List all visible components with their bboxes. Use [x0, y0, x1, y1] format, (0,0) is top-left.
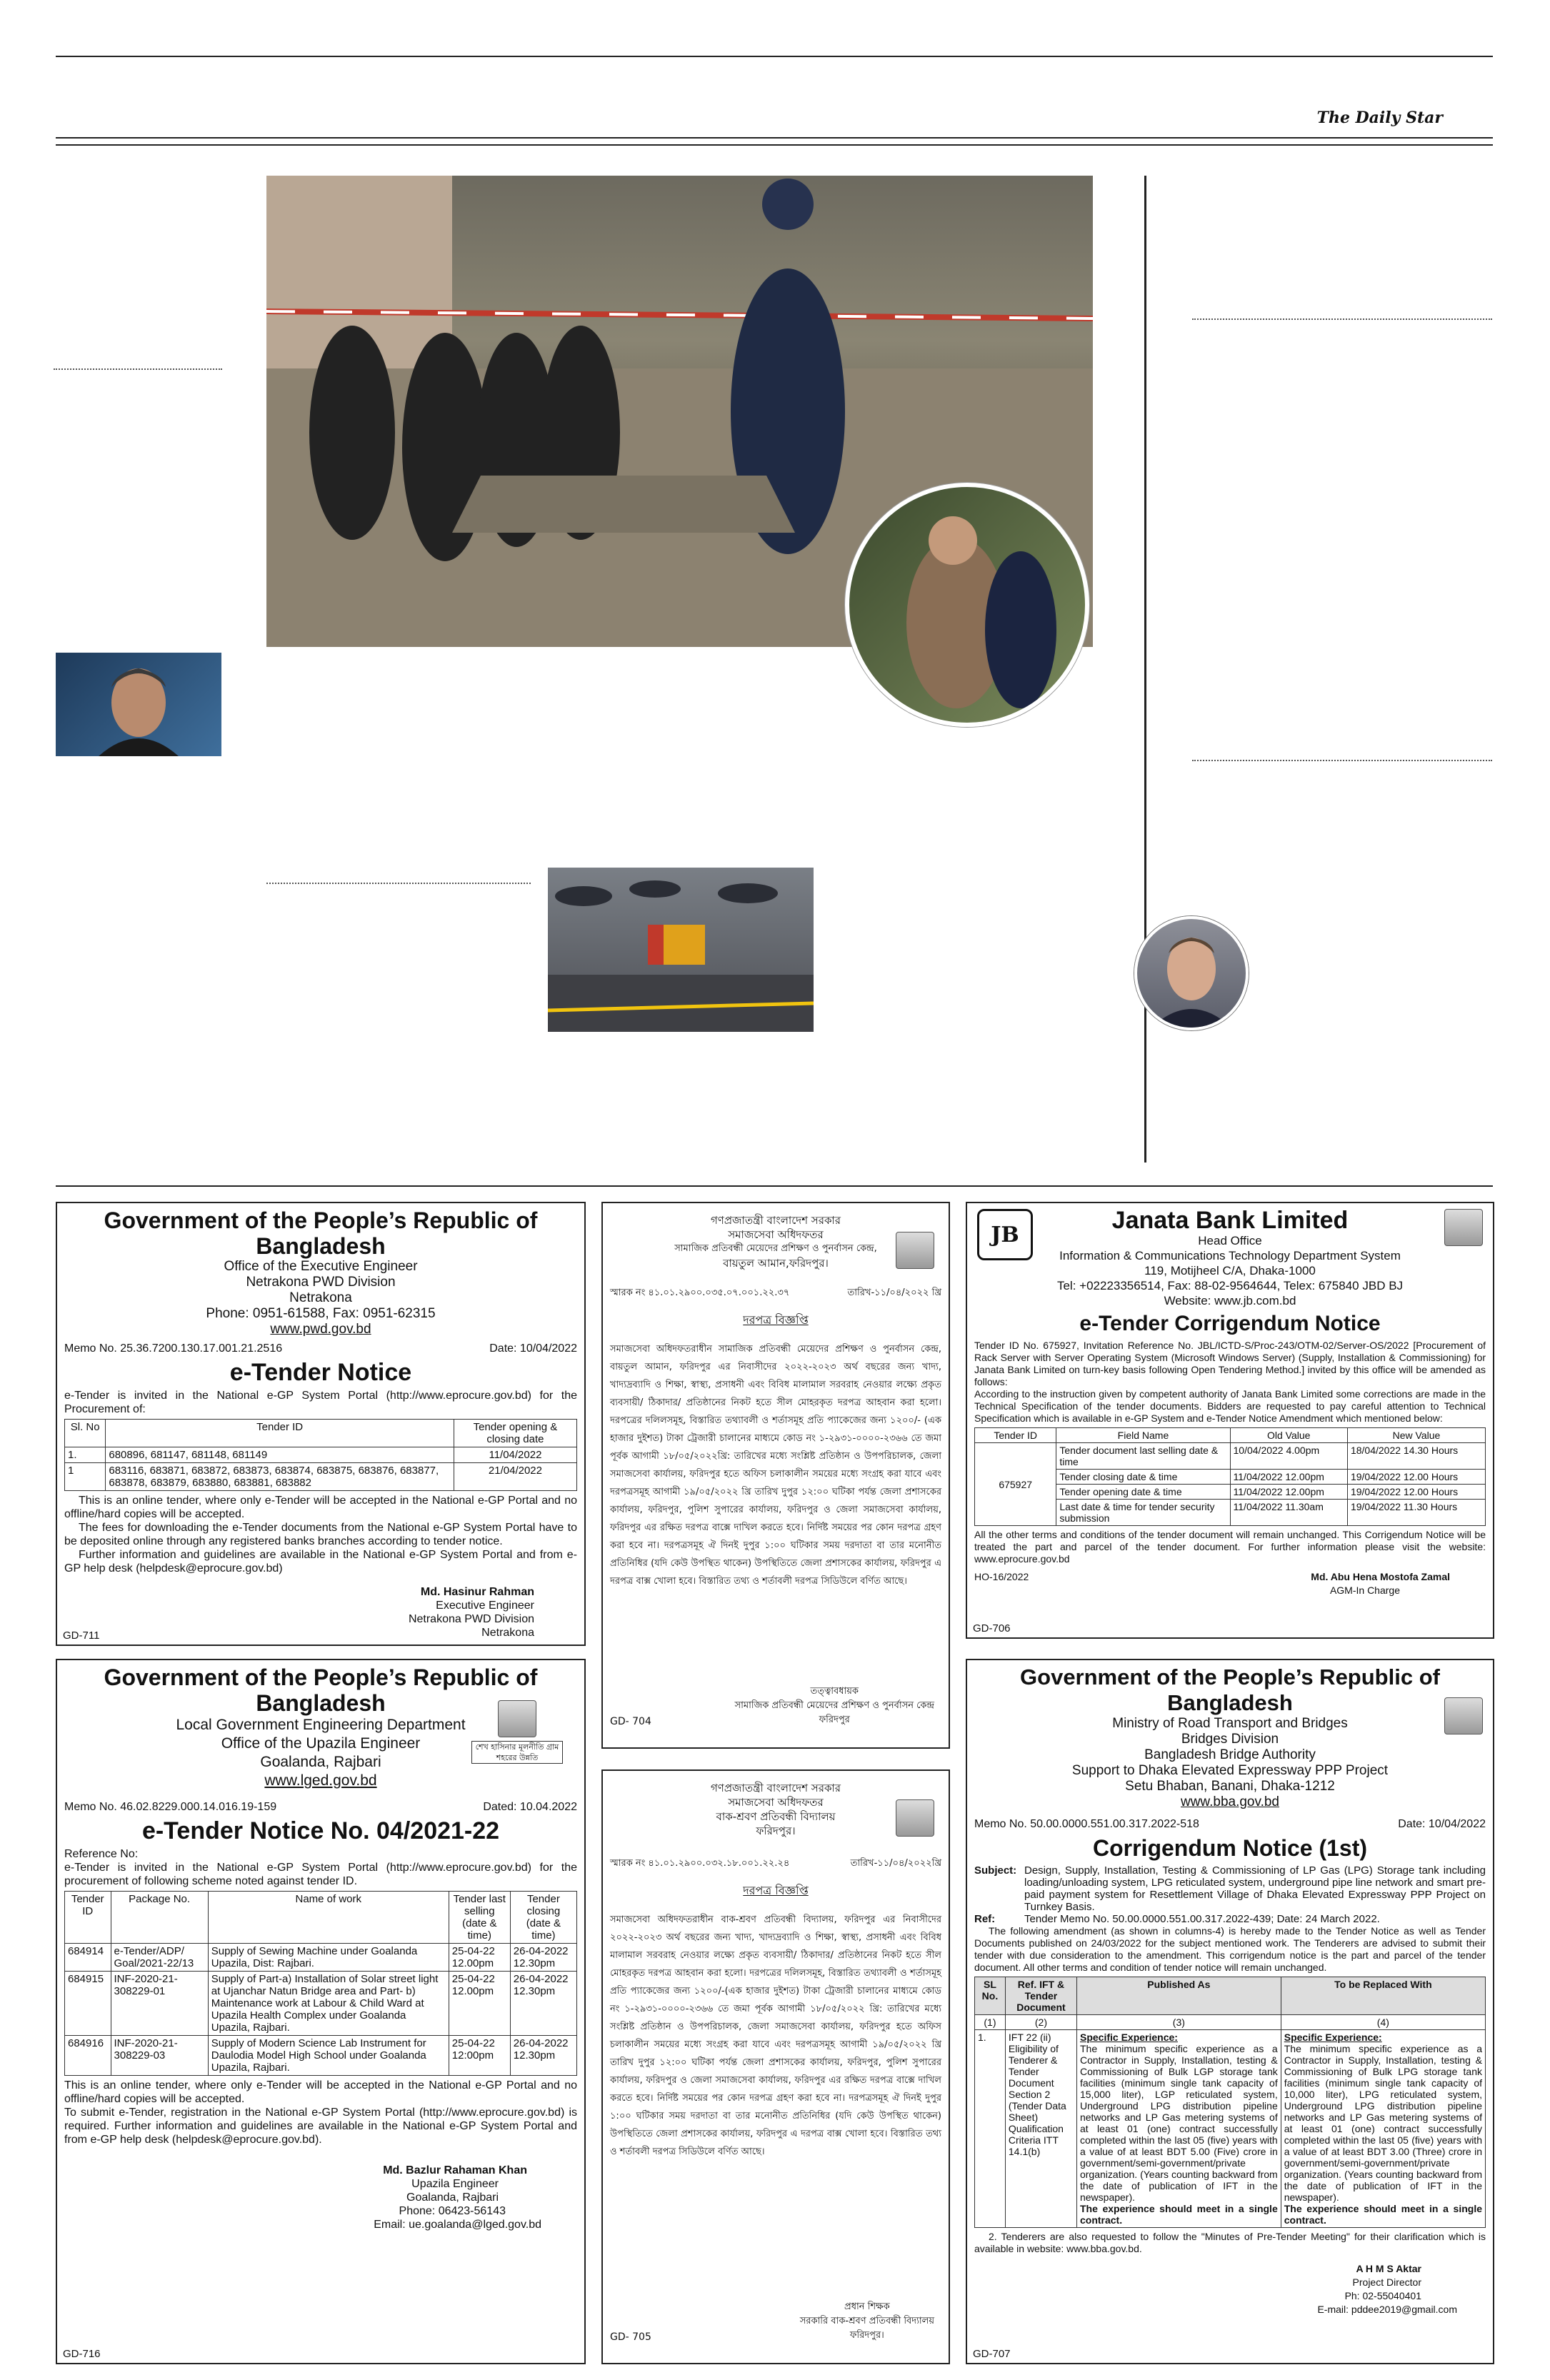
portrait-seal-icon [896, 1232, 934, 1269]
col-header: Tender ID [975, 1428, 1056, 1443]
table-cell: 18/04/2022 14.30 Hours [1347, 1443, 1485, 1470]
table-cell: Supply of Part-a) Installation of Solar street light at Ujanchar Natun Bridge area and Part- b) Maintenance work at Labour & Child Ward at Upazila Health Complex under Goalanda Upazila, Rajbari. [208, 1972, 449, 2036]
signatory-name: Md. Bazlur Rahaman Khan [383, 2164, 527, 2176]
note: This is an online tender, where only e-Tender will be accepted in the National e-GP Portal and no offline/hard copies will be accepted. [64, 1495, 577, 1520]
memo-number: স্মারক নং ৪১.০১.২৯০০.০৩২.১৮.০০১.২২.২৪ [610, 1858, 790, 1869]
signatory-name: Md. Hasinur Rahman [420, 1586, 534, 1598]
right-dotted-divider-2 [1192, 760, 1492, 761]
signatory-line: Netrakona PWD Division [408, 1613, 534, 1625]
ref-label: Ref: [974, 1913, 996, 1925]
ad-code: GD-711 [63, 1630, 100, 1642]
memo-number: Memo No. 46.02.8229.000.14.016.19-159 [64, 1801, 277, 1813]
table-cell: 26-04-2022 12.30pm [510, 2036, 576, 2076]
subject-label: Subject: [974, 1864, 1017, 1877]
table-cell: 21/04/2022 [454, 1463, 576, 1491]
notice-title: e-Tender Corrigendum Notice [1079, 1312, 1381, 1335]
left-dotted-divider [54, 368, 222, 370]
table-cell: Supply of Modern Science Lab Instrument for Daulodia Model High School under Goalanda Upazila, Rajbari. [208, 2036, 449, 2076]
table-cell: 26-04-2022 12.30pm [510, 1944, 576, 1972]
signatory-line: তত্ত্বাবধায়ক [810, 1686, 859, 1697]
seal [896, 1799, 934, 1839]
table-row [65, 1972, 577, 2036]
col-header: Tender opening & closing date [454, 1420, 576, 1447]
website-link[interactable]: www.lged.gov.bd [264, 1772, 377, 1789]
table-cell: 25-04-22 12.00pm [449, 1944, 510, 1972]
table-cell: 19/04/2022 12.00 Hours [1347, 1485, 1485, 1500]
col-number: (1) [975, 2015, 1006, 2030]
portrait-seal-icon [1444, 1697, 1483, 1734]
office-line: Tel: +02223356514, Fax: 88-02-9564644, Telex: 675840 JBD BJ [1056, 1279, 1404, 1292]
signature-block [800, 2300, 934, 2343]
signatory-line: Ph: 02-55040401 [1344, 2290, 1421, 2301]
website-link[interactable]: Website: www.jb.com.bd [1164, 1294, 1296, 1307]
note: All the other terms and conditions of the tender document will remain unchanged. This Corrigendum Notice will be treated the part and parcel of the tender document. For further information please visit the website: www.eprocure.gov.bd [974, 1529, 1486, 1565]
notice-body: সমাজসেবা অধিদফতরাধীন বাক-শ্রবণ প্রতিবন্ধী বিদ্যালয়, ফরিদপুর এর নিবাসীদের ২০২২-২০২৩ অর্থ বছরের জন্য খাদ্য, খাদ্যদ্রব্যাদি ও শিক্ষা, স্বাস্থ্য, প্রসাধনী এবং বিবিধ মালামাল সরবরাহ নেওয়ার লক্ষ্যে প্রকৃত ব্যবসায়ী/ ঠিকাদার/ প্রতিষ্ঠানের নিকট হতে সীল মোহরকৃত দরপত্র আহবান করা হলো। দরপত্রের দলিলসমূহ, বিস্তারিত তথ্যাবলী ও শর্তাসমূহ প্রতি প্যাকেজের জন্য ১২০০/-(এক হাজার দুইশত) টাকা ট্রেজারী চালানের মাধ্যমে কোড নং ১-২৯৩১-০০০০-২৩৬৬ তে জমা পূর্বক আগামী ১৮/০৫/২০২২ খ্রি: তারিখের মধ্যে সংশ্লিষ্ট প্রতিষ্ঠান ও উপপরিচালক, জেলা সমাজসেবা কার্যালয়, ফরিদপুর হতে অফিস চলাকালীন সময়ের মধ্যে সংগ্রহ করা যাবে এবং দরপত্রসমূহ আগামী ১৯/০৫/২০২২ খ্রি তারিখ দুপুর ১২:০০ ঘটিকা পর্যন্ত জেলা প্রশাসকের কার্যালয়, ফরিদপুর, পুলিশ সুপারের কার্যালয়, ফরিদপুর ও জেলা সমাজসেবা কার্যালয়, ফরিদপুর এর রক্ষিত দরপত্র বাক্সে দাখিল করতে হবে। নির্দিষ্ট সময়ের পর কোন দরপত্র গ্রহণ করা হবে না। দরপত্রসমূহ ঐ দিনই দুপুর ১:০০ ঘটিকার সময় দরদাতা বা তার মনোনীত প্রতিনিধির (যদি কেউ উপস্থিত থাকেন) উপস্থিতিতে জেলা প্রশাসকের কার্যালয়, ফরিদপুর এ দরপত্র বাক্স খোলা হবে। বিস্তারিত তথ্য ও শর্তাবলী দরপত্র সিডিউলে বর্ণিত আছে। [610, 1914, 941, 2157]
signature-block [735, 1684, 935, 1727]
portrait-seal-icon [1444, 1209, 1483, 1246]
header-line: বায়তুল আমান,ফরিদপুর। [723, 1257, 829, 1270]
signatory-line: Netrakona [481, 1627, 534, 1639]
memo-number: Memo No. 25.36.7200.130.17.001.21.2516 [64, 1342, 283, 1355]
ad-header: Government of the People’s Republic of Bangladesh [104, 1207, 538, 1259]
ad-code: GD-707 [973, 2348, 1011, 2360]
table-cell: INF-2020-21-308229-01 [111, 1972, 208, 2036]
signatory-line: Upazila Engineer [411, 2178, 499, 2190]
notice-title: e-Tender Notice [229, 1359, 412, 1386]
table-cell: 10/04/2022 4.00pm [1230, 1443, 1347, 1470]
intro-text: Tender ID No. 675927, Invitation Reference No. JBL/ICTD-S/Proc-243/OTM-02/Server-OS/2022 [Procurement of Rack Server with Server Operating System (Microsoft Windows Server) (Supply, Installation & Commissioning) for Janata Bank Limited on turn-key basis following Open Tendering Method.] invited by this office will be amended as follows: [974, 1340, 1486, 1387]
table-cell: 11/04/2022 12.00pm [1230, 1470, 1347, 1485]
website-link[interactable]: www.pwd.gov.bd [270, 1322, 371, 1337]
notice-date: তারিখ-১১/০৪/২০২২খ্রি [850, 1858, 941, 1869]
subject-text: Design, Supply, Installation, Testing & Commissioning of LP Gas (LPG) Storage tank including loading/unloading system, LPG reticulated system, underground pipe line network and smart pre-paid payment system for Resettlement Village of Dhaka Elevated Expressway PPP Project on Turnkey Basis. [1024, 1864, 1486, 1913]
portrait-photo-left [56, 653, 221, 756]
notice-body: সমাজসেবা অধিদফতরাধীন সামাজিক প্রতিবন্ধী মেয়েদের প্রশিক্ষণ ও পুনর্বাসন কেন্দ্র, বায়তুল আমান, ফরিদপুর এর নিবাসীদের ২০২২-২০২৩ অর্থ বছরের জন্য খাদ্য, খাদ্যদ্রব্যাদি ও শিক্ষা, স্বাস্থ্য, প্রসাধনী এবং বিবিধ মালামাল সরবরাহ নেওয়ার লক্ষ্যে প্রকৃত ব্যবসায়ী/ ঠিকাদার/ প্রতিষ্ঠানের নিকট হতে সীল মোহরকৃত দরপত্র আহবান করা হলো। দরপত্রের দলিলসমূহ, বিস্তারিত তথ্যাবলী ও শর্তাসমূহ প্রতি প্যাকেজের জন্য ১২০০/- (এক হাজার দুইশত) টাকা ট্রেজারী চালানের মাধ্যমে কোড নং ১-২৯৩১-০০০০-২৩৬৬ তে জমা পূর্বক আগামী ১৮/০৫/২০২২খ্রি: তারিখের মধ্যে সংশ্লিষ্ট প্রতিষ্ঠান ও উপপরিচালক, জেলা সমাজসেবা কার্যালয়, ফরিদপুর হতে অফিস চলাকালীন সময়ের মধ্যে সংগ্রহ করা যাবে এবং দরপত্রসমূহ আগামী ১৯/০৫/২০২২ খ্রি তারিখ দুপুর ১২:০০ ঘটিকা পর্যন্ত জেলা প্রশাসকের কার্যালয়, ফরিদপুর, পুলিশ সুপারের কার্যালয়, ফরিদপুর ও জেলা সমাজসেবা কার্যালয়, ফরিদপুর এর রক্ষিত দরপত্র বাক্সে দাখিল করতে হবে। নির্দিষ্ট সময়ের পর কোন দরপত্র গ্রহণ করা হবে না। দরপত্রসমূহ ঐ দিনই দুপুর ১:০০ ঘটিকার সময় দরদাতা বা তার মনোনীত প্রতিনিধির (যদি কেউ উপস্থিত থাকেন) উপস্থিতিতে জেলা প্রশাসকের কার্যালয়, ফরিদপুর এ দরপত্র বাক্স খোলা হবে। বিস্তারিত তথ্য ও শর্তাবলী দরপত্র সিডিউলে বর্ণিত আছে। [610, 1344, 941, 1587]
janata-bank-logo: JB [977, 1209, 1033, 1260]
note: Further information and guidelines are available in the National e-GP System Portal and from e-GP help desk (helpdesk@eprocure.gov.bd) [64, 1549, 577, 1575]
table-cell: 1. [65, 1447, 106, 1463]
table-row [975, 1443, 1486, 1470]
table-row [65, 1447, 577, 1463]
col-header: Published As [1076, 1977, 1281, 2015]
portrait-seal-icon [896, 1799, 934, 1837]
col-number: (3) [1076, 2015, 1281, 2030]
table-cell: 26-04-2022 12.30pm [510, 1972, 576, 2036]
note: This is an online tender, where only e-Tender will be accepted in the National e-GP Portal and no offline/hard copies will be accepted. [64, 2079, 577, 2105]
office-line: Local Government Engineering Department [176, 1717, 466, 1733]
table-cell: Tender opening date & time [1056, 1485, 1230, 1500]
table-row [65, 2036, 577, 2076]
col-header: Tender closing (date & time) [510, 1892, 576, 1944]
table-cell: 19/04/2022 12.00 Hours [1347, 1470, 1485, 1485]
office-line: Phone: 0951-61588, Fax: 0951-62315 [206, 1306, 436, 1321]
ads-top-rule [56, 1185, 1493, 1187]
ad-bangla-tender-notice-2 [601, 1769, 950, 2364]
intro-text: The following amendment (as shown in columns-4) is hereby made to the Tender Notice as well as Tender Documents published on 24/03/2022 for the subject mentioned work. The Tenderers are advised to submit their tender with due consideration to the amendment. This corrigendum notice is the part and parcel of the tender document. All other terms and condition of tender notice will remain unchanged. [974, 1925, 1486, 1973]
office-line: Setu Bhaban, Banani, Dhaka-1212 [1125, 1779, 1335, 1794]
col-header: Ref. IFT & Tender Document [1005, 1977, 1076, 2015]
notice-heading: দরপত্র বিজ্ঞপ্তি [743, 1313, 809, 1327]
slogan-box [471, 1700, 563, 1764]
col-header: Package No. [111, 1892, 208, 1944]
signatory-email[interactable]: Email: ue.goalanda@lged.gov.bd [374, 2219, 541, 2231]
masthead-logo: The Daily Star [1316, 109, 1443, 127]
table-cell: 1 [65, 1463, 106, 1491]
table-cell: 683116, 683871, 683872, 683873, 683874, 683875, 683876, 683877, 683878, 683879, 683880, 683881, 683882 [106, 1463, 454, 1491]
ad-janata-bank-corrigendum [966, 1202, 1494, 1639]
note: The fees for downloading the e-Tender documents from the National e-GP System Portal have to be deposited online through any registered banks branches according to tender notice. [64, 1522, 577, 1547]
website-link[interactable]: www.bba.gov.bd [1180, 1794, 1279, 1809]
notice-date: তারিখ-১১/০৪/২০২২ খ্রি [847, 1287, 941, 1298]
office-line: Support to Dhaka Elevated Expressway PPP Project [1071, 1763, 1389, 1778]
table-cell: 675927 [975, 1443, 1056, 1526]
signatory-line: Goalanda, Rajbari [406, 2191, 499, 2204]
ad-code: GD-716 [63, 2348, 101, 2360]
amendment-table [974, 1427, 1486, 1526]
col-header: SL No. [975, 1977, 1006, 2015]
protest-photo [548, 868, 814, 1032]
note: To submit e-Tender, registration in the National e-GP System Portal (http://www.eprocure.gov.bd) is required. Further information and guidelines are available in the National e-GP System Portal and from e-GP help desk (helpdesk@eprocure.gov.bd). [64, 2107, 577, 2146]
seal [1444, 1209, 1483, 1250]
table-cell [1281, 2030, 1485, 2228]
right-dotted-divider-1 [1192, 318, 1492, 320]
office-line: Bridges Division [1181, 1732, 1279, 1747]
table-cell: e-Tender/ADP/ Goal/2021-22/13 [111, 1944, 208, 1972]
table-cell: 684916 [65, 2036, 111, 2076]
table-cell: 680896, 681147, 681148, 681149 [106, 1447, 454, 1463]
signatory-line: Phone: 06423-56143 [399, 2205, 506, 2217]
signatory-name: Md. Abu Hena Mostofa Zamal [1311, 1571, 1450, 1582]
tender-table [64, 1891, 577, 2076]
amendment-table [974, 1977, 1486, 2228]
col-header: Sl. No [65, 1420, 106, 1447]
table-cell: 19/04/2022 11.30 Hours [1347, 1500, 1485, 1526]
office-line: Goalanda, Rajbari [260, 1754, 381, 1770]
col-number: (4) [1281, 2015, 1485, 2030]
intro-text: e-Tender is invited in the National e-GP System Portal (http://www.eprocure.gov.bd) for the procurement of following scheme noted against tender ID. [64, 1862, 577, 1887]
col-header: Old Value [1230, 1428, 1347, 1443]
office-line: Head Office [1198, 1234, 1262, 1247]
col-header: New Value [1347, 1428, 1485, 1443]
header-line: গণপ্রজাতন্ত্রী বাংলাদেশ সরকার [710, 1214, 841, 1227]
table-cell: 11/04/2022 11.30am [1230, 1500, 1347, 1526]
ad-header: Government of the People’s Republic of Bangladesh [1020, 1665, 1440, 1715]
header-rule-2 [56, 144, 1493, 146]
table-cell: Tender document last selling date & time [1056, 1443, 1230, 1470]
experience-heading: Specific Experience: [1079, 2032, 1178, 2043]
notice-date: Date: 10/04/2022 [489, 1342, 577, 1355]
office-line: Netrakona [289, 1290, 352, 1305]
slogan: শেখ হাসিনার মূলনীতি গ্রাম শহরের উন্নতি [471, 1741, 563, 1764]
col-header: Name of work [208, 1892, 449, 1944]
signatory-line: ফরিদপুর। [849, 2330, 884, 2341]
office-line: Netrakona PWD Division [246, 1275, 396, 1290]
table-cell: 684915 [65, 1972, 111, 2036]
col-header: To be Replaced With [1281, 1977, 1485, 2015]
signatory-line: Executive Engineer [436, 1600, 534, 1612]
ad-goalanda-etender [56, 1659, 586, 2364]
header-line: সামাজিক প্রতিবন্ধী মেয়েদের প্রশিক্ষণ ও পুনর্বাসন কেন্দ্র, [674, 1243, 877, 1254]
inset-circle-photo [845, 483, 1089, 727]
top-rule [56, 56, 1493, 57]
header-line: সমাজসেবা অধিদফতর [728, 1796, 824, 1809]
header-line: ফরিদপুর। [756, 1824, 796, 1837]
table-cell: INF-2020-21-308229-03 [111, 2036, 208, 2076]
ad-bangla-tender-notice-1 [601, 1202, 950, 1749]
table-cell: 1. [975, 2030, 1006, 2228]
signatory-line: Project Director [1352, 2276, 1421, 2288]
notice-date: Date: 10/04/2022 [1398, 1818, 1486, 1830]
table-cell [1076, 2030, 1281, 2228]
signatory-line: প্রধান শিক্ষক [844, 2301, 890, 2312]
notice-title: Corrigendum Notice (1st) [1092, 1835, 1368, 1861]
memo-number: Memo No. 50.00.0000.551.00.317.2022-518 [974, 1818, 1199, 1830]
table-cell: 25-04-22 12.00pm [449, 1972, 510, 2036]
table-row [65, 1463, 577, 1491]
header-line: বাক-শ্রবণ প্রতিবন্ধী বিদ্যালয় [716, 1810, 836, 1823]
memo-number: স্মারক নং ৪১.০১.২৯০০.০৩৫.০৭.০০১.২২.৩৭ [610, 1287, 790, 1298]
table-cell: IFT 22 (ii) Eligibility of Tenderer & Tender Document Section 2 (Tender Data Sheet) Qualification Criteria ITT 14.1(b) [1005, 2030, 1076, 2228]
signatory-name: A H M S Aktar [1356, 2263, 1421, 2274]
signatory-line: ফরিদপুর [819, 1714, 850, 1725]
experience-tail: The experience should meet in a single contract. [1284, 2203, 1482, 2226]
ad-netrakona-etender [56, 1202, 586, 1646]
intro-text: e-Tender is invited in the National e-GP System Portal (http://www.eprocure.gov.bd) for the Procurement of: [64, 1390, 577, 1415]
ref-text: Tender Memo No. 50.00.0000.551.00.317.2022-439; Date: 24 March 2022. [1024, 1913, 1380, 1925]
header-line: সমাজসেবা অধিদফতর [728, 1228, 824, 1241]
table-row [975, 2030, 1486, 2228]
table-row [65, 1944, 577, 1972]
office-line: 119, Motijheel C/A, Dhaka-1000 [1144, 1264, 1316, 1277]
table-cell: 11/04/2022 [454, 1447, 576, 1463]
office-line: Office of the Executive Engineer [224, 1259, 418, 1274]
office-line: Office of the Upazila Engineer [221, 1735, 421, 1752]
signatory-line: সরকারি বাক-শ্রবণ প্রতিবন্ধী বিদ্যালয় [799, 2316, 934, 2326]
portrait-circle-photo-right [1134, 916, 1249, 1030]
ad-bridges-corrigendum [966, 1659, 1494, 2364]
experience-text: The minimum specific experience as a Contractor in Supply, Installation, testing & Commissioning of Bulk LGP storage tank facilities (minimum single tank capacity of 15,000 liter), LGP reticulated system, Underground LPG distribution pipeline networks and LP Gas metering systems of at least 01 (one) contract successfully completed within the last 05 (five) years with a value of at least BDT 5.00 (Five) crore in government/semi-government/private organization. (Years counting backward from the date of publication of IFT in the newspaper). [1079, 2043, 1278, 2203]
experience-tail: The experience should meet in a single contract. [1079, 2203, 1278, 2226]
intro-text-2: According to the instruction given by competent authority of Janata Bank Limited some corrections are made in the Technical Specification of the tender documents. Bidders are requested to pay careful attention to Technical Specification which is available in e-GP System and e-Tender Notice Amendment which mentioned below: [974, 1388, 1486, 1424]
table-cell: Supply of Sewing Machine under Goalanda Upazila, Dist: Rajbari. [208, 1944, 449, 1972]
col-header: Tender ID [106, 1420, 454, 1447]
ad-header: Government of the People’s Republic of Bangladesh [104, 1665, 538, 1716]
office-line: Bangladesh Bridge Authority [1144, 1747, 1316, 1762]
office-line: Ministry of Road Transport and Bridges [1112, 1716, 1348, 1731]
table-cell: 25-04-22 12:00pm [449, 2036, 510, 2076]
tender-table [64, 1419, 577, 1491]
portrait-seal-icon [498, 1700, 536, 1737]
ad-code: GD- 705 [610, 2331, 651, 2343]
ho-reference: HO-16/2022 [974, 1571, 1029, 1582]
col-header: Tender ID [65, 1892, 111, 1944]
reference: Reference No: [64, 1848, 139, 1860]
signatory-email[interactable]: E-mail: pddee2019@gmail.com [1317, 2304, 1457, 2315]
right-column-divider [1144, 176, 1146, 1163]
col-header: Field Name [1056, 1428, 1230, 1443]
middle-dotted-divider [266, 883, 531, 884]
table-cell: 11/04/2022 12.00pm [1230, 1485, 1347, 1500]
col-number: (2) [1005, 2015, 1076, 2030]
experience-heading: Specific Experience: [1284, 2032, 1382, 2043]
header-line: গণপ্রজাতন্ত্রী বাংলাদেশ সরকার [710, 1782, 841, 1794]
notice-heading: দরপত্র বিজ্ঞপ্তি [743, 1884, 809, 1897]
office-line: Information & Communications Technology Department System [1059, 1249, 1401, 1262]
table-cell: 684914 [65, 1944, 111, 1972]
ad-code: GD-706 [973, 1622, 1011, 1635]
seal [1444, 1697, 1483, 1738]
notice-date: Dated: 10.04.2022 [483, 1801, 577, 1813]
experience-text: The minimum specific experience as a Contractor in Supply, Installation, testing & Commissioning of Bulk LPG storage tank facilities (minimum single tank capacity of 10,000 liter), LPG reticulated system, Underground LPG distribution pipeline networks and LP Gas metering systems of at least 01 (one) contract successfully completed within the last 05 (five) years with a value of at least BDT 3.00 (Three) crore in government/semi-government/private organization. (Years counting backward from the date of publication of IFT in the newspaper). [1284, 2043, 1482, 2203]
signatory-line: AGM-In Charge [1329, 1585, 1400, 1596]
notice-title: e-Tender Notice No. 04/2021-22 [141, 1817, 500, 1844]
note: 2. Tenderers are also requested to follow the "Minutes of Pre-Tender Meeting" for their clarification which is available in website: www.bba.gov.bd. [974, 2231, 1486, 2254]
header-rule [56, 137, 1493, 139]
seal [896, 1232, 934, 1272]
table-cell: Last date & time for tender security submission [1056, 1500, 1230, 1526]
signatory-line: সামাজিক প্রতিবন্ধী মেয়েদের প্রশিক্ষণ ও পুনর্বাসন কেন্দ্র [734, 1700, 934, 1711]
ad-code: GD- 704 [610, 1716, 651, 1727]
col-header: Tender last selling (date & time) [449, 1892, 510, 1944]
ad-header: Janata Bank Limited [1111, 1207, 1349, 1234]
table-cell: Tender closing date & time [1056, 1470, 1230, 1485]
